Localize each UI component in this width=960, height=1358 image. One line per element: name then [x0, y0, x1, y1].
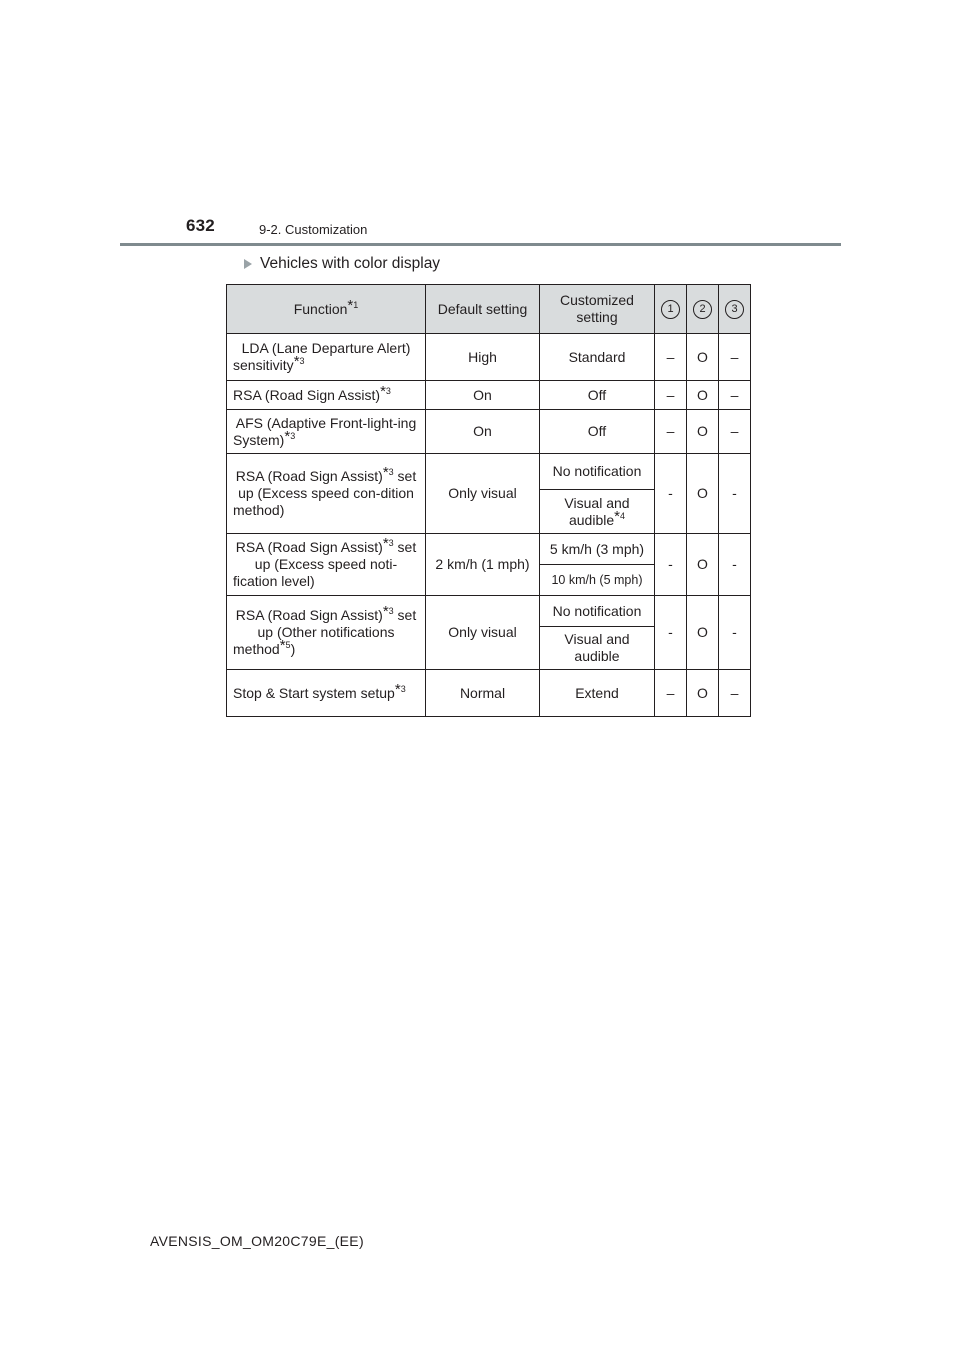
circled-number-2-icon: 2: [693, 300, 712, 319]
method-2-cell: O: [687, 410, 719, 454]
footnote-mark: *1: [347, 296, 359, 314]
default-cell: On: [426, 381, 540, 410]
method-2-cell: O: [687, 670, 719, 717]
method-1-cell: -: [655, 534, 687, 596]
function-cell: Stop & Start system setup$^{*3}$: [227, 670, 426, 717]
table-row: [227, 596, 751, 627]
function-cell: LDA (Lane Departure Alert) sensitivity$^{*3}$: [227, 334, 426, 381]
method-3-cell: –: [719, 381, 751, 410]
method-3-cell: -: [719, 596, 751, 670]
header-method-2: [687, 285, 719, 334]
method-2-cell: O: [687, 334, 719, 381]
custom-cell: No notification: [540, 454, 655, 490]
default-cell: On: [426, 410, 540, 454]
method-2-cell: O: [687, 596, 719, 670]
custom-cell: Standard: [540, 334, 655, 381]
method-1-cell: –: [655, 334, 687, 381]
table-row: [227, 410, 751, 454]
custom-cell: Visual and audible$^{*4}$: [540, 490, 655, 534]
custom-cell: 10 km/h (5 mph): [540, 565, 655, 596]
function-cell: RSA (Road Sign Assist)$^{*3}$ set up (Excess speed con-dition method): [227, 454, 426, 534]
function-cell: RSA (Road Sign Assist)$^{*3}$ set up (Excess speed noti-fication level): [227, 534, 426, 596]
method-3-cell: –: [719, 410, 751, 454]
subheading: [244, 255, 440, 273]
default-cell: Only visual: [426, 596, 540, 670]
header-method-3: [719, 285, 751, 334]
default-cell: High: [426, 334, 540, 381]
method-2-cell: O: [687, 381, 719, 410]
function-cell: RSA (Road Sign Assist)$^{*3}$ set up (Other notifications method$^{*5}$): [227, 596, 426, 670]
table-row: [227, 334, 751, 381]
document-code-footer: AVENSIS_OM_OM20C79E_(EE): [150, 1233, 364, 1249]
table-row: [227, 381, 751, 410]
method-3-cell: -: [719, 534, 751, 596]
default-cell: 2 km/h (1 mph): [426, 534, 540, 596]
circled-number-3-icon: 3: [725, 300, 744, 319]
circled-number-1-icon: 1: [661, 300, 680, 319]
table-row: [227, 534, 751, 565]
method-3-cell: –: [719, 334, 751, 381]
header-customized-setting: Customized setting: [540, 285, 655, 334]
method-2-cell: O: [687, 454, 719, 534]
custom-cell: 5 km/h (3 mph): [540, 534, 655, 565]
function-cell: RSA (Road Sign Assist)$^{*3}$: [227, 381, 426, 410]
method-1-cell: –: [655, 670, 687, 717]
custom-cell: No notification: [540, 596, 655, 627]
function-cell: AFS (Adaptive Front-light-ing System)$^{*3}$: [227, 410, 426, 454]
page-number: 632: [186, 216, 215, 235]
default-cell: Normal: [426, 670, 540, 717]
method-1-cell: –: [655, 381, 687, 410]
method-2-cell: O: [687, 534, 719, 596]
customization-table: [226, 284, 751, 717]
table-row: [227, 454, 751, 490]
custom-cell: Visual and audible: [540, 627, 655, 670]
method-1-cell: -: [655, 454, 687, 534]
method-1-cell: –: [655, 410, 687, 454]
section-title: 9-2. Customization: [259, 222, 368, 237]
custom-cell: Extend: [540, 670, 655, 717]
method-3-cell: -: [719, 454, 751, 534]
subheading-text: Vehicles with color display: [260, 255, 441, 272]
method-3-cell: –: [719, 670, 751, 717]
default-cell: Only visual: [426, 454, 540, 534]
table-row: [227, 670, 751, 717]
custom-cell: Off: [540, 381, 655, 410]
header-default-setting: Default setting: [426, 285, 540, 334]
header-function: Function$^{*1}$: [227, 285, 426, 334]
table-header-row: [227, 285, 751, 334]
method-1-cell: -: [655, 596, 687, 670]
header-rule: [120, 243, 841, 246]
header-method-1: [655, 285, 687, 334]
custom-cell: Off: [540, 410, 655, 454]
triangle-bullet-icon: [244, 259, 252, 269]
